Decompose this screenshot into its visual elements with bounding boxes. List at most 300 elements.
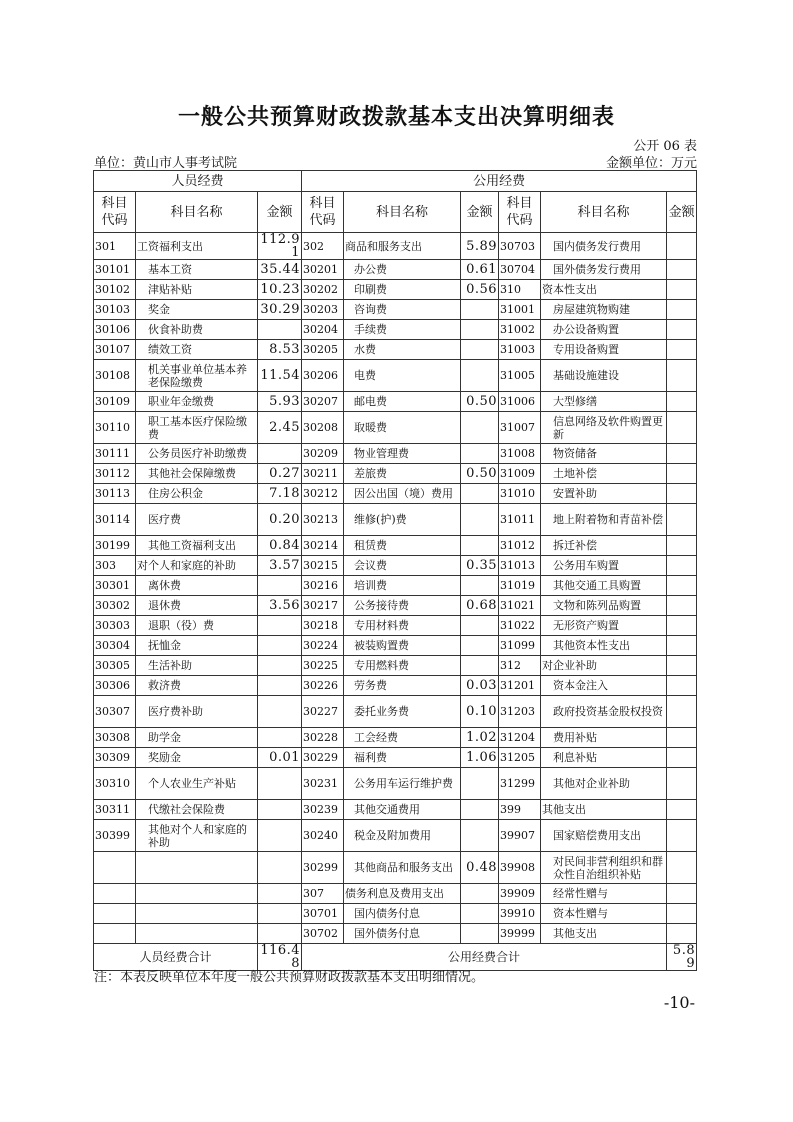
capital-code-cell: 31205: [499, 748, 541, 768]
capital-amount-cell: [667, 280, 697, 300]
capital-code-cell: 31003: [499, 340, 541, 360]
goods-code-cell: 30201: [302, 260, 344, 280]
personnel-amount-cell: 35.44: [258, 260, 302, 280]
capital-code-cell: 312: [499, 656, 541, 676]
capital-code-cell: 39909: [499, 884, 541, 904]
table-row: [94, 576, 697, 596]
goods-code-cell: 30211: [302, 464, 344, 484]
goods-code-cell: 30218: [302, 616, 344, 636]
goods-amount-cell: 0.03: [461, 676, 499, 696]
personnel-amount-cell: [258, 696, 302, 728]
goods-amount-cell: [461, 904, 499, 924]
goods-code-cell: 30207: [302, 392, 344, 412]
goods-name-cell: 国内债务付息: [344, 904, 461, 924]
goods-amount-cell: 1.06: [461, 748, 499, 768]
goods-name-cell: 办公费: [344, 260, 461, 280]
goods-amount-cell: [461, 536, 499, 556]
goods-amount-cell: 0.10: [461, 696, 499, 728]
capital-code-cell: 31201: [499, 676, 541, 696]
capital-code-cell: 31010: [499, 484, 541, 504]
personnel-code-cell: 30399: [94, 820, 136, 852]
page-title: 一般公共预算财政拨款基本支出决算明细表: [177, 104, 615, 130]
capital-name-cell: 利息补贴: [541, 748, 667, 768]
page-number: -10-: [663, 993, 695, 1012]
goods-name-cell: 被装购置费: [344, 636, 461, 656]
capital-name-cell: 文物和陈列品购置: [541, 596, 667, 616]
table-row: [94, 360, 697, 392]
goods-name-cell: 取暖费: [344, 412, 461, 444]
table-row: [94, 484, 697, 504]
capital-code-cell: 31019: [499, 576, 541, 596]
personnel-name-cell: 离休费: [136, 576, 258, 596]
table-row: [94, 412, 697, 444]
personnel-code-cell: 30111: [94, 444, 136, 464]
goods-amount-cell: 1.02: [461, 728, 499, 748]
capital-amount-cell: [667, 360, 697, 392]
table-row: [94, 924, 697, 944]
capital-code-cell: 39908: [499, 852, 541, 884]
capital-amount-cell: [667, 300, 697, 320]
goods-amount-cell: [461, 300, 499, 320]
goods-name-cell: 维修(护)费: [344, 504, 461, 536]
table-row: [94, 904, 697, 924]
personnel-name-cell: 津贴补贴: [136, 280, 258, 300]
personnel-amount-cell: [258, 800, 302, 820]
personnel-header: 人员经费: [94, 171, 302, 192]
personnel-name-cell: 其他社会保障缴费: [136, 464, 258, 484]
goods-code-cell: 30226: [302, 676, 344, 696]
goods-name-cell: 福利费: [344, 748, 461, 768]
goods-amount-cell: [461, 924, 499, 944]
col-header-code: 科目 代码: [94, 192, 136, 233]
personnel-name-cell: 奖励金: [136, 748, 258, 768]
personnel-amount-cell: 10.23: [258, 280, 302, 300]
personnel-amount-cell: [258, 656, 302, 676]
goods-code-cell: 30206: [302, 360, 344, 392]
personnel-total-value: 116.48: [258, 944, 302, 971]
capital-name-cell: 政府投资基金股权投资: [541, 696, 667, 728]
personnel-name-cell: 医疗费补助: [136, 696, 258, 728]
col-header-code: 科目 代码: [302, 192, 344, 233]
personnel-code-cell: 30103: [94, 300, 136, 320]
goods-amount-cell: [461, 884, 499, 904]
goods-code-cell: 30227: [302, 696, 344, 728]
goods-code-cell: 30204: [302, 320, 344, 340]
public-header: 公用经费: [302, 171, 697, 192]
capital-amount-cell: [667, 616, 697, 636]
personnel-code-cell: [94, 904, 136, 924]
col-header-name: 科目名称: [541, 192, 667, 233]
goods-code-cell: 30213: [302, 504, 344, 536]
personnel-name-cell: [136, 852, 258, 884]
goods-amount-cell: 0.48: [461, 852, 499, 884]
personnel-amount-cell: 3.56: [258, 596, 302, 616]
goods-amount-cell: [461, 340, 499, 360]
capital-code-cell: 31012: [499, 536, 541, 556]
personnel-amount-cell: 0.01: [258, 748, 302, 768]
personnel-name-cell: 职业年金缴费: [136, 392, 258, 412]
goods-amount-cell: [461, 360, 499, 392]
personnel-code-cell: 30301: [94, 576, 136, 596]
personnel-name-cell: 救济费: [136, 676, 258, 696]
goods-code-cell: 30212: [302, 484, 344, 504]
personnel-name-cell: 其他对个人和家庭的补助: [136, 820, 258, 852]
capital-name-cell: 大型修缮: [541, 392, 667, 412]
goods-name-cell: 税金及附加费用: [344, 820, 461, 852]
capital-name-cell: 信息网络及软件购置更新: [541, 412, 667, 444]
expenditure-table: [93, 170, 697, 971]
capital-amount-cell: [667, 320, 697, 340]
goods-code-cell: 30214: [302, 536, 344, 556]
personnel-name-cell: 公务员医疗补助缴费: [136, 444, 258, 464]
capital-name-cell: 资本金注入: [541, 676, 667, 696]
capital-amount-cell: [667, 392, 697, 412]
personnel-amount-cell: 8.53: [258, 340, 302, 360]
personnel-name-cell: [136, 924, 258, 944]
capital-amount-cell: [667, 884, 697, 904]
col-header-code: 科目 代码: [499, 192, 541, 233]
capital-name-cell: 物资储备: [541, 444, 667, 464]
personnel-code-cell: 30304: [94, 636, 136, 656]
capital-code-cell: 31002: [499, 320, 541, 340]
capital-code-cell: 399: [499, 800, 541, 820]
table-row: [94, 556, 697, 576]
personnel-name-cell: 退职（役）费: [136, 616, 258, 636]
goods-name-cell: 国外债务付息: [344, 924, 461, 944]
table-row: [94, 728, 697, 748]
goods-name-cell: 其他商品和服务支出: [344, 852, 461, 884]
goods-name-cell: 咨询费: [344, 300, 461, 320]
personnel-total-label: 人员经费合计: [94, 944, 258, 971]
goods-amount-cell: [461, 412, 499, 444]
goods-code-cell: 30224: [302, 636, 344, 656]
table-row: [94, 340, 697, 360]
goods-name-cell: 因公出国（境）费用: [344, 484, 461, 504]
capital-amount-cell: [667, 820, 697, 852]
goods-code-cell: 30225: [302, 656, 344, 676]
personnel-amount-cell: 0.20: [258, 504, 302, 536]
goods-code-cell: 30215: [302, 556, 344, 576]
goods-amount-cell: [461, 320, 499, 340]
capital-code-cell: 310: [499, 280, 541, 300]
goods-amount-cell: 0.68: [461, 596, 499, 616]
personnel-code-cell: 30108: [94, 360, 136, 392]
table-row: [94, 616, 697, 636]
capital-name-cell: 安置补助: [541, 484, 667, 504]
goods-code-cell: 30231: [302, 768, 344, 800]
goods-amount-cell: [461, 656, 499, 676]
personnel-code-cell: 30113: [94, 484, 136, 504]
personnel-amount-cell: 2.45: [258, 412, 302, 444]
capital-amount-cell: [667, 464, 697, 484]
col-header-name: 科目名称: [136, 192, 258, 233]
goods-name-cell: 印刷费: [344, 280, 461, 300]
personnel-name-cell: 职工基本医疗保险缴费: [136, 412, 258, 444]
table-row: [94, 656, 697, 676]
goods-name-cell: 物业管理费: [344, 444, 461, 464]
personnel-amount-cell: [258, 576, 302, 596]
personnel-amount-cell: 5.93: [258, 392, 302, 412]
table-row: [94, 768, 697, 800]
capital-name-cell: 无形资产购置: [541, 616, 667, 636]
goods-amount-cell: [461, 820, 499, 852]
goods-code-cell: 30205: [302, 340, 344, 360]
goods-amount-cell: [461, 504, 499, 536]
goods-name-cell: 水费: [344, 340, 461, 360]
personnel-name-cell: 退休费: [136, 596, 258, 616]
goods-code-cell: 30208: [302, 412, 344, 444]
personnel-code-cell: 301: [94, 233, 136, 260]
personnel-name-cell: 绩效工资: [136, 340, 258, 360]
capital-amount-cell: [667, 904, 697, 924]
goods-code-cell: 30240: [302, 820, 344, 852]
goods-name-cell: 劳务费: [344, 676, 461, 696]
personnel-code-cell: 30109: [94, 392, 136, 412]
capital-name-cell: 公务用车购置: [541, 556, 667, 576]
capital-name-cell: 资本性赠与: [541, 904, 667, 924]
personnel-amount-cell: [258, 676, 302, 696]
capital-amount-cell: [667, 636, 697, 656]
capital-code-cell: 31099: [499, 636, 541, 656]
capital-amount-cell: [667, 340, 697, 360]
personnel-code-cell: 303: [94, 556, 136, 576]
goods-name-cell: 商品和服务支出: [344, 233, 461, 260]
capital-amount-cell: [667, 484, 697, 504]
personnel-code-cell: [94, 924, 136, 944]
goods-name-cell: 手续费: [344, 320, 461, 340]
personnel-code-cell: 30101: [94, 260, 136, 280]
capital-code-cell: 39910: [499, 904, 541, 924]
personnel-name-cell: 其他工资福利支出: [136, 536, 258, 556]
capital-code-cell: 31008: [499, 444, 541, 464]
footnote: 注：本表反映单位本年度一般公共预算财政拨款基本支出明细情况。: [94, 970, 485, 985]
capital-amount-cell: [667, 728, 697, 748]
personnel-code-cell: 30308: [94, 728, 136, 748]
capital-code-cell: 31006: [499, 392, 541, 412]
personnel-code-cell: 30112: [94, 464, 136, 484]
table-row: [94, 800, 697, 820]
goods-code-cell: 30701: [302, 904, 344, 924]
col-header-amount: 金额: [461, 192, 499, 233]
personnel-name-cell: 基本工资: [136, 260, 258, 280]
personnel-name-cell: 奖金: [136, 300, 258, 320]
personnel-name-cell: 伙食补助费: [136, 320, 258, 340]
goods-amount-cell: [461, 636, 499, 656]
capital-name-cell: 房屋建筑物购建: [541, 300, 667, 320]
capital-code-cell: 31204: [499, 728, 541, 748]
public-total-label: 公用经费合计: [302, 944, 667, 971]
table-row: [94, 280, 697, 300]
capital-name-cell: 国外债务发行费用: [541, 260, 667, 280]
capital-amount-cell: [667, 412, 697, 444]
table-row: [94, 260, 697, 280]
personnel-amount-cell: [258, 884, 302, 904]
personnel-name-cell: 抚恤金: [136, 636, 258, 656]
goods-amount-cell: 0.50: [461, 464, 499, 484]
table-row: [94, 444, 697, 464]
table-row: [94, 596, 697, 616]
personnel-code-cell: 30305: [94, 656, 136, 676]
capital-amount-cell: [667, 656, 697, 676]
personnel-amount-cell: [258, 728, 302, 748]
capital-amount-cell: [667, 233, 697, 260]
capital-name-cell: 其他支出: [541, 924, 667, 944]
table-row: [94, 392, 697, 412]
goods-amount-cell: [461, 616, 499, 636]
personnel-name-cell: 住房公积金: [136, 484, 258, 504]
personnel-code-cell: 30107: [94, 340, 136, 360]
personnel-amount-cell: 112.91: [258, 233, 302, 260]
capital-name-cell: 其他对企业补助: [541, 768, 667, 800]
goods-code-cell: 307: [302, 884, 344, 904]
capital-amount-cell: [667, 556, 697, 576]
personnel-name-cell: 工资福利支出: [136, 233, 258, 260]
personnel-name-cell: 生活补助: [136, 656, 258, 676]
capital-amount-cell: [667, 576, 697, 596]
capital-amount-cell: [667, 924, 697, 944]
goods-amount-cell: [461, 484, 499, 504]
goods-name-cell: 工会经费: [344, 728, 461, 748]
personnel-name-cell: [136, 884, 258, 904]
capital-amount-cell: [667, 768, 697, 800]
goods-name-cell: 公务接待费: [344, 596, 461, 616]
col-header-amount: 金额: [258, 192, 302, 233]
goods-amount-cell: [461, 800, 499, 820]
personnel-amount-cell: [258, 320, 302, 340]
col-header-amount: 金额: [667, 192, 697, 233]
goods-code-cell: 30299: [302, 852, 344, 884]
capital-name-cell: 其他资本性支出: [541, 636, 667, 656]
money-unit-label: 金额单位：万元: [605, 156, 697, 171]
capital-name-cell: 资本性支出: [541, 280, 667, 300]
col-header-name: 科目名称: [344, 192, 461, 233]
capital-name-cell: 对企业补助: [541, 656, 667, 676]
goods-name-cell: 其他交通费用: [344, 800, 461, 820]
capital-code-cell: 31005: [499, 360, 541, 392]
capital-name-cell: 土地补偿: [541, 464, 667, 484]
capital-name-cell: 拆迁补偿: [541, 536, 667, 556]
goods-code-cell: 30216: [302, 576, 344, 596]
capital-code-cell: 31022: [499, 616, 541, 636]
personnel-amount-cell: 0.84: [258, 536, 302, 556]
personnel-code-cell: 30114: [94, 504, 136, 536]
capital-name-cell: 其他支出: [541, 800, 667, 820]
personnel-name-cell: 对个人和家庭的补助: [136, 556, 258, 576]
capital-amount-cell: [667, 260, 697, 280]
personnel-name-cell: 个人农业生产补贴: [136, 768, 258, 800]
capital-name-cell: 对民间非营利组织和群众性自治组织补贴: [541, 852, 667, 884]
capital-code-cell: 31203: [499, 696, 541, 728]
table-row: [94, 852, 697, 884]
capital-code-cell: 31009: [499, 464, 541, 484]
goods-amount-cell: 0.50: [461, 392, 499, 412]
table-row: [94, 636, 697, 656]
capital-code-cell: 31021: [499, 596, 541, 616]
personnel-code-cell: 30303: [94, 616, 136, 636]
personnel-amount-cell: [258, 636, 302, 656]
capital-code-cell: 31001: [499, 300, 541, 320]
personnel-amount-cell: [258, 444, 302, 464]
personnel-amount-cell: 3.57: [258, 556, 302, 576]
goods-code-cell: 30217: [302, 596, 344, 616]
goods-name-cell: 公务用车运行维护费: [344, 768, 461, 800]
goods-amount-cell: 5.89: [461, 233, 499, 260]
personnel-amount-cell: [258, 768, 302, 800]
goods-name-cell: 委托业务费: [344, 696, 461, 728]
capital-amount-cell: [667, 536, 697, 556]
personnel-name-cell: 代缴社会保险费: [136, 800, 258, 820]
goods-code-cell: 30209: [302, 444, 344, 464]
table-row: [94, 504, 697, 536]
goods-name-cell: 租赁费: [344, 536, 461, 556]
personnel-amount-cell: [258, 852, 302, 884]
personnel-name-cell: [136, 904, 258, 924]
personnel-amount-cell: [258, 616, 302, 636]
personnel-code-cell: 30307: [94, 696, 136, 728]
capital-amount-cell: [667, 748, 697, 768]
capital-amount-cell: [667, 696, 697, 728]
goods-name-cell: 培训费: [344, 576, 461, 596]
goods-name-cell: 会议费: [344, 556, 461, 576]
goods-name-cell: 专用燃料费: [344, 656, 461, 676]
capital-amount-cell: [667, 852, 697, 884]
personnel-amount-cell: [258, 820, 302, 852]
table-row: [94, 464, 697, 484]
goods-amount-cell: [461, 768, 499, 800]
capital-code-cell: 31299: [499, 768, 541, 800]
capital-amount-cell: [667, 800, 697, 820]
goods-amount-cell: [461, 576, 499, 596]
capital-code-cell: 30703: [499, 233, 541, 260]
capital-name-cell: 基础设施建设: [541, 360, 667, 392]
personnel-name-cell: 助学金: [136, 728, 258, 748]
goods-name-cell: 邮电费: [344, 392, 461, 412]
capital-name-cell: 国家赔偿费用支出: [541, 820, 667, 852]
personnel-amount-cell: 0.27: [258, 464, 302, 484]
personnel-code-cell: 30310: [94, 768, 136, 800]
table-row: [94, 536, 697, 556]
public-total-value: 5.89: [667, 944, 697, 971]
unit-label: 单位：黄山市人事考试院: [94, 156, 238, 171]
personnel-code-cell: [94, 852, 136, 884]
table-row: [94, 233, 697, 260]
personnel-amount-cell: [258, 904, 302, 924]
personnel-name-cell: 医疗费: [136, 504, 258, 536]
personnel-code-cell: [94, 884, 136, 904]
table-row: [94, 748, 697, 768]
goods-code-cell: 30228: [302, 728, 344, 748]
personnel-amount-cell: [258, 924, 302, 944]
goods-code-cell: 30203: [302, 300, 344, 320]
personnel-code-cell: 30311: [94, 800, 136, 820]
goods-amount-cell: 0.35: [461, 556, 499, 576]
goods-code-cell: 30702: [302, 924, 344, 944]
table-row: [94, 300, 697, 320]
goods-code-cell: 30202: [302, 280, 344, 300]
capital-amount-cell: [667, 676, 697, 696]
goods-code-cell: 30229: [302, 748, 344, 768]
capital-code-cell: 39907: [499, 820, 541, 852]
capital-code-cell: 31007: [499, 412, 541, 444]
capital-code-cell: 31013: [499, 556, 541, 576]
goods-amount-cell: 0.61: [461, 260, 499, 280]
personnel-code-cell: 30199: [94, 536, 136, 556]
personnel-code-cell: 30309: [94, 748, 136, 768]
capital-code-cell: 31011: [499, 504, 541, 536]
goods-name-cell: 债务利息及费用支出: [344, 884, 461, 904]
table-row: [94, 696, 697, 728]
goods-amount-cell: 0.56: [461, 280, 499, 300]
